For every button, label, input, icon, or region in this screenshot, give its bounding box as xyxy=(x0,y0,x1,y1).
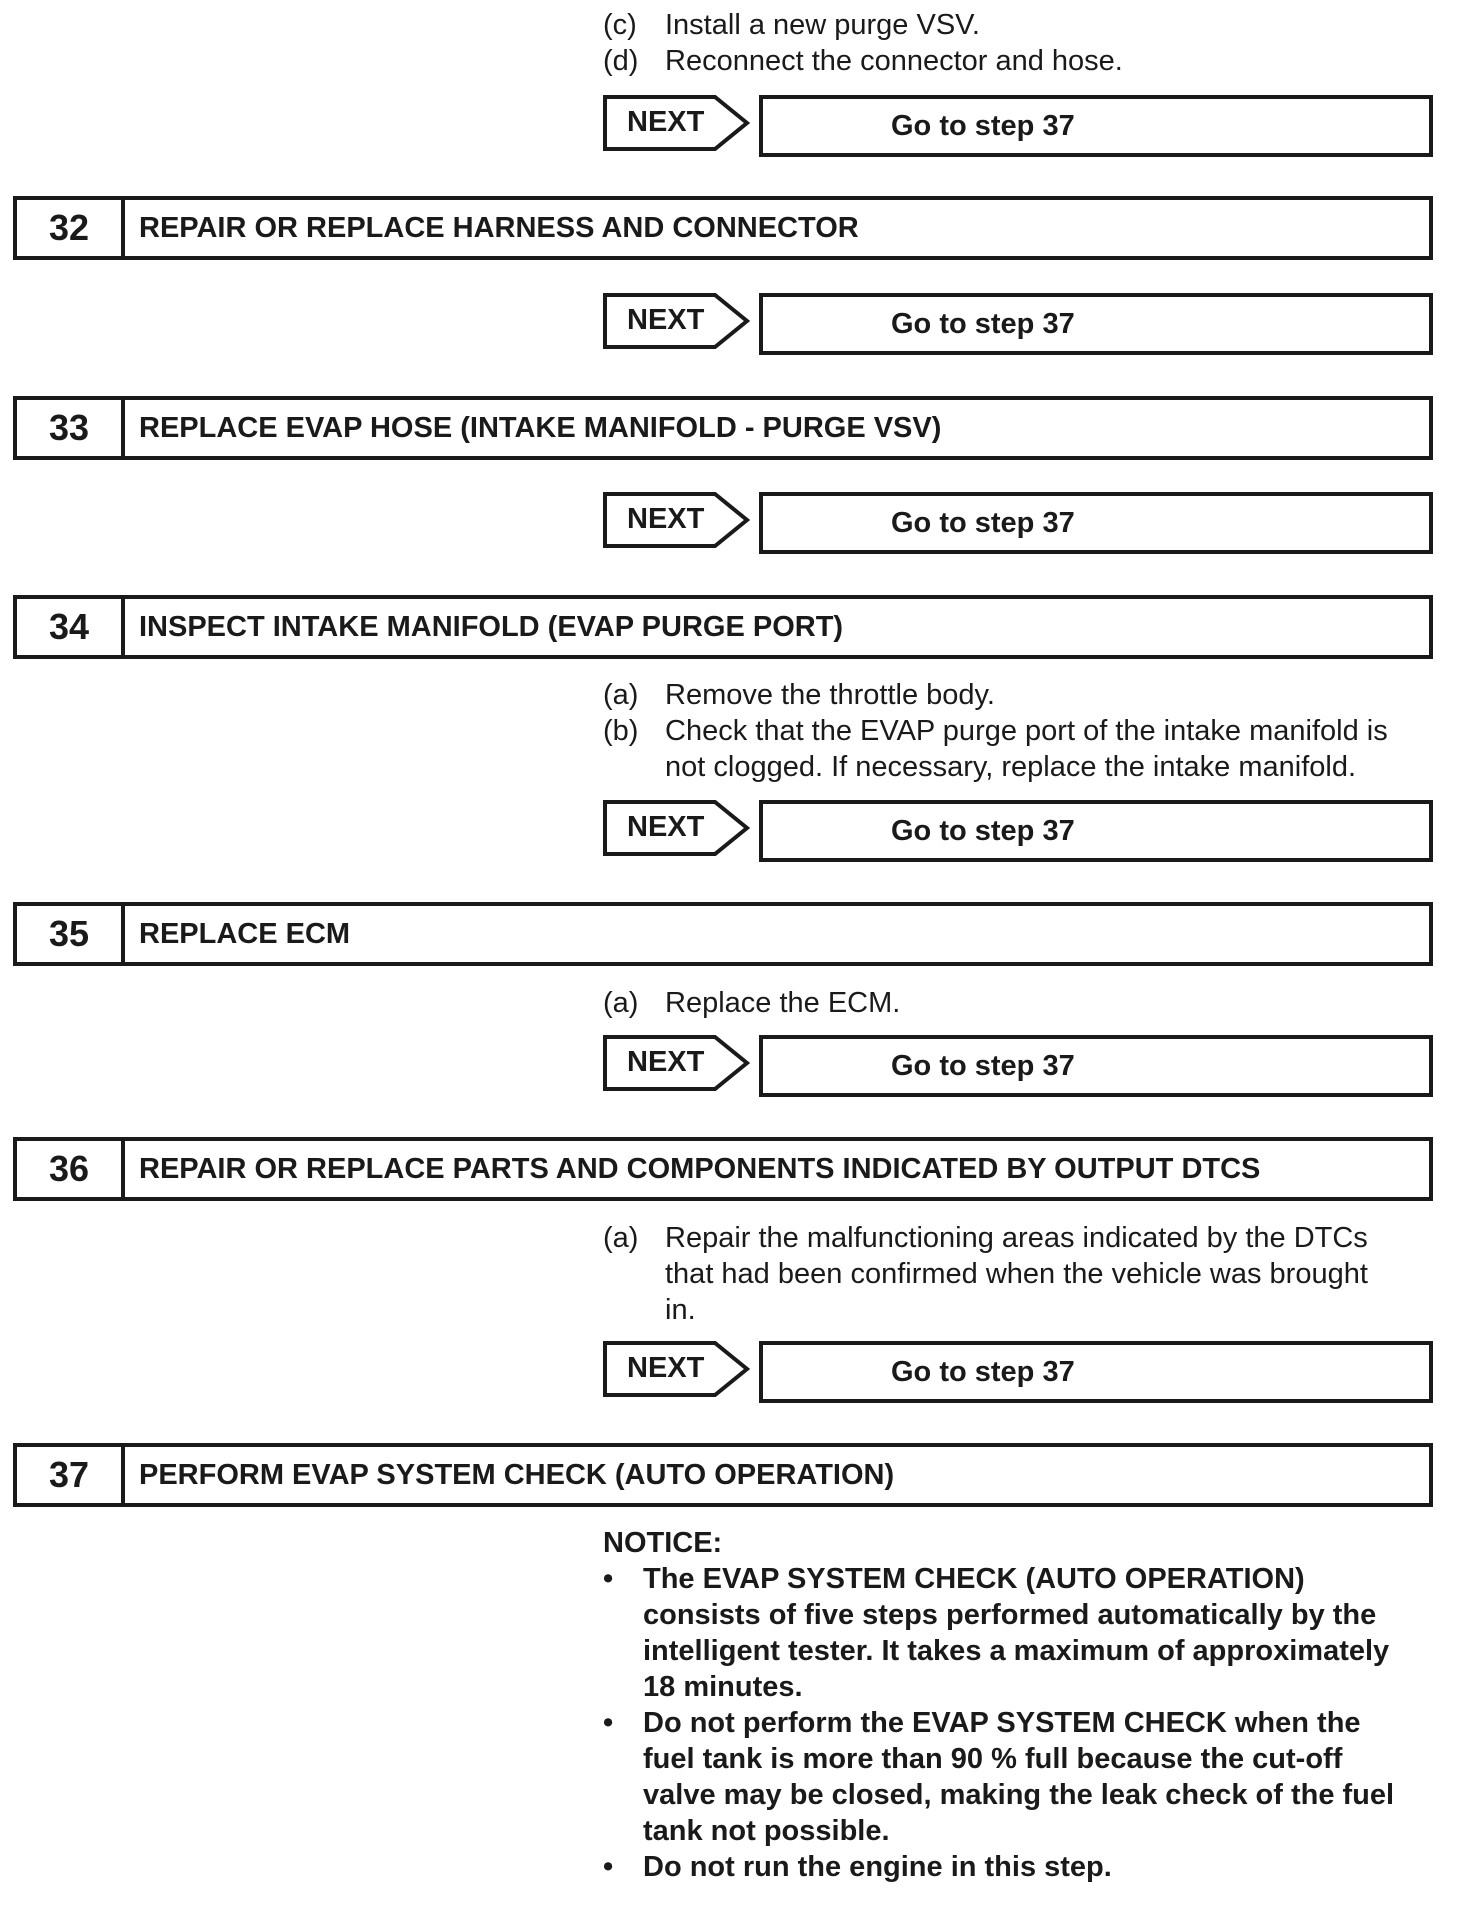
bullet-icon: • xyxy=(603,1563,614,1595)
notice-text: The EVAP SYSTEM CHECK (AUTO OPERATION) xyxy=(643,1563,1305,1595)
notice-text: Do not perform the EVAP SYSTEM CHECK when the xyxy=(643,1707,1361,1739)
instruction-text: in. xyxy=(665,1294,696,1326)
instruction-text: Replace the ECM. xyxy=(665,987,901,1019)
step-35-header xyxy=(13,902,1433,966)
next-label: NEXT xyxy=(627,503,705,535)
goto-step-box[interactable] xyxy=(759,1341,1433,1403)
next-row-33 xyxy=(603,492,1433,554)
instruction-text: Install a new purge VSV. xyxy=(665,9,980,41)
next-label: NEXT xyxy=(627,1046,705,1078)
notice-title: NOTICE: xyxy=(603,1527,723,1559)
next-arrow-icon[interactable] xyxy=(603,95,753,151)
step-number: 36 xyxy=(17,1141,125,1197)
instruction-text: Reconnect the connector and hose. xyxy=(665,45,1123,77)
step-title: INSPECT INTAKE MANIFOLD (EVAP PURGE PORT) xyxy=(139,611,844,643)
step-title: PERFORM EVAP SYSTEM CHECK (AUTO OPERATION) xyxy=(139,1459,895,1491)
step-33-header xyxy=(13,396,1433,460)
step-34-header xyxy=(13,595,1433,659)
instruction-text: that had been confirmed when the vehicle was brought xyxy=(665,1258,1368,1290)
bullet-icon: • xyxy=(603,1707,614,1739)
goto-step-box[interactable] xyxy=(759,1035,1433,1097)
next-row-31 xyxy=(603,95,1433,157)
instruction-text: not clogged. If necessary, replace the intake manifold. xyxy=(665,751,1357,783)
goto-step-text: Go to step 37 xyxy=(891,110,1075,142)
step-number: 33 xyxy=(17,400,125,456)
next-label: NEXT xyxy=(627,106,705,138)
step-title: REPAIR OR REPLACE PARTS AND COMPONENTS INDICATED BY OUTPUT DTCS xyxy=(139,1153,1261,1185)
goto-step-text: Go to step 37 xyxy=(891,1050,1075,1082)
next-arrow-icon[interactable] xyxy=(603,1035,753,1091)
instruction-text: Repair the malfunctioning areas indicated by the DTCs xyxy=(665,1222,1368,1254)
instruction-text: Remove the throttle body. xyxy=(665,679,995,711)
goto-step-box[interactable] xyxy=(759,492,1433,554)
next-arrow-icon[interactable] xyxy=(603,800,753,856)
step-37-header xyxy=(13,1443,1433,1507)
notice-text: tank not possible. xyxy=(643,1815,890,1847)
step-title: REPLACE EVAP HOSE (INTAKE MANIFOLD - PURGE VSV) xyxy=(139,412,942,444)
bullet-icon: • xyxy=(603,1851,614,1883)
goto-step-text: Go to step 37 xyxy=(891,507,1075,539)
next-label: NEXT xyxy=(627,304,705,336)
next-label: NEXT xyxy=(627,811,705,843)
notice-text: 18 minutes. xyxy=(643,1671,803,1703)
next-row-36 xyxy=(603,1341,1433,1403)
next-arrow-icon[interactable] xyxy=(603,293,753,349)
step-number: 37 xyxy=(17,1447,125,1503)
next-arrow-icon[interactable] xyxy=(603,1341,753,1397)
next-arrow-icon[interactable] xyxy=(603,492,753,548)
instruction-label: (d) xyxy=(603,45,639,77)
instruction-label: (a) xyxy=(603,679,639,711)
notice-text: intelligent tester. It takes a maximum of approximately xyxy=(643,1635,1390,1667)
instruction-text: Check that the EVAP purge port of the intake manifold is xyxy=(665,715,1388,747)
step-32-header xyxy=(13,196,1433,260)
notice-text: valve may be closed, making the leak check of the fuel xyxy=(643,1779,1395,1811)
next-label: NEXT xyxy=(627,1352,705,1384)
next-row-32 xyxy=(603,293,1433,355)
notice-text: Do not run the engine in this step. xyxy=(643,1851,1112,1883)
notice-text: fuel tank is more than 90 % full because the cut-off xyxy=(643,1743,1343,1775)
instruction-label: (a) xyxy=(603,987,639,1019)
instruction-label: (b) xyxy=(603,715,639,747)
step-title: REPAIR OR REPLACE HARNESS AND CONNECTOR xyxy=(139,212,859,244)
instruction-label: (c) xyxy=(603,9,637,41)
notice-text: consists of five steps performed automatically by the xyxy=(643,1599,1377,1631)
goto-step-box[interactable] xyxy=(759,800,1433,862)
goto-step-text: Go to step 37 xyxy=(891,1356,1075,1388)
step-number: 35 xyxy=(17,906,125,962)
next-row-35 xyxy=(603,1035,1433,1097)
next-row-34 xyxy=(603,800,1433,862)
step-36-header xyxy=(13,1137,1433,1201)
goto-step-box[interactable] xyxy=(759,293,1433,355)
goto-step-text: Go to step 37 xyxy=(891,815,1075,847)
step-number: 34 xyxy=(17,599,125,655)
step-title: REPLACE ECM xyxy=(139,918,351,950)
instruction-label: (a) xyxy=(603,1222,639,1254)
goto-step-box[interactable] xyxy=(759,95,1433,157)
goto-step-text: Go to step 37 xyxy=(891,308,1075,340)
step-number: 32 xyxy=(17,200,125,256)
